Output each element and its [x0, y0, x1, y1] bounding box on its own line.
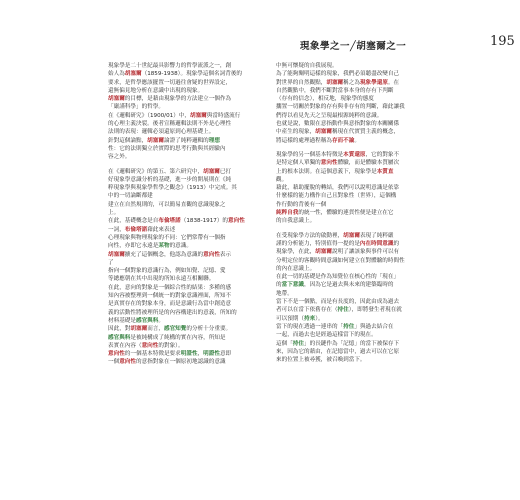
text-line: 來，因為它的藉由，在記憶當中，過去可以在它原 — [276, 348, 400, 355]
text-line: 始人為胡塞爾（1859-1938）。現象學這個名詞背後的 — [108, 71, 243, 78]
text-line: 法則的表現：邏輯必須還原到心理基礎上。 — [108, 129, 215, 136]
emphasis-term: 感官與料 — [108, 334, 131, 341]
text-line: 容之外。 — [108, 154, 131, 161]
text-line: 在《邏輯研究》（1900/01）中，胡塞爾與當時盛流行 — [108, 112, 241, 119]
text-line: 要求，是哲學應該擺置一切過往會疑的世界設定， — [108, 79, 232, 86]
text-line: 好現象學意識分析的基礎，進一步的開展則在《純 — [108, 176, 232, 183]
emphasis-term: 布倫塔諾 — [158, 218, 181, 225]
text-line: 現象學，在此，胡塞爾說明了讓該象與事件可以有 — [276, 249, 400, 256]
text-line: 也就是說，數限在意指動作與意指對象的本關關係 — [276, 121, 400, 128]
text-line: 的內在意識上。 — [276, 265, 316, 272]
text-line: 純粹自我的統一性，體驗的連貫性便是建立在它 — [276, 210, 394, 217]
emphasis-term: 感官知覺 — [163, 326, 187, 333]
emphasis-term: 意向性 — [141, 342, 159, 349]
text-line: 性：它的法則獨立於實際的思考行動與其經驗內 — [108, 145, 226, 152]
emphasis-term: 理想 — [208, 137, 220, 144]
text-line: 在此，意向的對象是一個綜合性的結果：多種的感 — [108, 284, 232, 291]
emphasis-term: 胡塞爾 — [343, 232, 360, 239]
running-title: 現象學之一╱胡塞爾之一 — [300, 41, 407, 52]
text-line: 指向一個對象的意識行為，例如知覺、記憶、愛 — [108, 268, 226, 275]
emphasis-term: 感官與料 — [135, 317, 159, 324]
text-line: 在此一切的基礎是作為知覺位在核心性的「現在」 — [276, 274, 400, 281]
text-line: 義的活動性將被理所是的內容構建出的意義，所知的 — [108, 309, 237, 316]
emphasis-term: 胡塞爾 — [108, 251, 125, 258]
text-line: 中的一切論斷都建 — [108, 193, 153, 200]
text-line: 了 — [108, 259, 114, 266]
emphasis-term: 胡塞爾 — [147, 137, 164, 144]
text-line: 分明定位的客觀時間意識如何建立在對體驗的時間性 — [276, 257, 405, 264]
text-line: 一詞，布倫塔諾藉此來表述 — [108, 226, 176, 233]
text-line: 表實在內容（意向性的對象）。 — [108, 342, 184, 349]
text-line: 等總應朝在其中出現的所知永遠互相關聯。 — [108, 276, 215, 283]
text-line: 中無可懷疑的自我展現。 — [276, 63, 338, 69]
text-line: 感官與料是被純構成了純構的實在內容，所知是 — [108, 334, 226, 341]
text-line: 對世界的自然觀點，胡塞爾稱之為現象學還原。在 — [276, 79, 400, 86]
emphasis-term: 現象學還原 — [359, 79, 388, 86]
emphasis-term: 持住 — [343, 323, 355, 330]
text-line: 觀。 — [276, 176, 288, 183]
text-line: 來的位置上被尋獲，被召喚到當下。 — [276, 357, 366, 364]
emphasis-term: 持來 — [303, 315, 316, 322]
text-line: 針對這個論點，胡塞爾論證了純粹邏輯的理想 — [108, 137, 220, 144]
text-line: 在受現象學方法的啟動裡，胡塞爾表現了純粹嚴 — [276, 232, 394, 239]
emphasis-term: 意向性 — [228, 218, 245, 225]
text-line: 當下的現在透過一連串的「持住」與過去結合在 — [276, 323, 394, 330]
emphasis-term: 胡塞爾 — [124, 71, 142, 78]
text-line: 「嚴謹科學」的哲學。 — [108, 104, 164, 111]
text-line: 謹的分析能力，特別值得一提的是內在時間意識的 — [276, 240, 400, 247]
page-number: 195 — [490, 34, 515, 49]
text-line: 藉此，藉助擺脫的轉結，我們可以說明意識是依靠 — [276, 185, 400, 192]
text-line: 的當下意識，因為它是過去與未來的建築臨時的 — [276, 282, 394, 289]
text-line: 中產生的現象，胡塞爾稱現在代實質主義的概念， — [276, 129, 400, 136]
emphasis-term: 胡塞爾 — [130, 326, 148, 333]
text-line: 因此，對胡塞爾而言，感官知覺的分析十分重要。 — [108, 326, 232, 333]
emphasis-term: 存而不論 — [331, 137, 355, 144]
text-line: 這個「持住」的長鏈作為「記憶」的當下被保存下 — [276, 340, 400, 347]
emphasis-term: 意向性 — [320, 160, 338, 167]
text-line: 上。 — [108, 210, 120, 217]
text-line: 作行動的背後有一個 — [276, 201, 327, 208]
text-line: 擱置一切關於對象的存有與非存有的判斷，藉此讓我 — [276, 104, 405, 111]
text-line: 向性，亦即它永遠是某物的意識。 — [108, 243, 192, 250]
text-line: 心理現象與物理現象的不同：它們常帶有一個指 — [108, 234, 226, 241]
emphasis-term: 胡塞爾 — [108, 96, 125, 103]
emphasis-term: 本質直 — [376, 168, 394, 175]
emphasis-term: 明證性 — [180, 351, 198, 358]
emphasis-term: 明證性 — [203, 351, 220, 358]
emphasis-term: 內在時間意識 — [359, 240, 394, 247]
right-text-column — [276, 62, 421, 364]
text-line: 意向性的一個基本特徵是要求明證性，明證性意即 — [108, 351, 232, 358]
emphasis-term: 純粹自我 — [276, 210, 299, 217]
text-line: 是真實存在的對象本身，而是意識行為當中創造意 — [108, 301, 232, 308]
text-line: 現象學是二十世紀最具影響力的哲學流派之一，創 — [108, 63, 232, 69]
text-line: 的心理主義決裂。後者宣稱邏輯法則不外是心理性 — [108, 121, 232, 128]
left-text-column — [108, 62, 253, 367]
text-line: 一個意向性的意指對象在一個原初地認識的意識 — [108, 359, 226, 366]
emphasis-term: 胡塞爾 — [315, 129, 332, 136]
text-line: 在此，基礎概念是自布倫塔諾（1838-1917）的意向性 — [108, 218, 245, 225]
text-line: 建立在自然規則的，可以簡易直觀的意識現象之 — [108, 201, 226, 208]
emphasis-term: 意向性 — [108, 351, 125, 358]
text-line: 在《邏輯研究》的第五、第六研究中，胡塞爾已打 — [108, 168, 232, 175]
text-line: 現象學的另一個基本特徵是本質還原，它的對象不 — [276, 151, 400, 158]
text-line: 為了能夠闡明這樣的現象，我們必須聽盡改變自己 — [276, 71, 400, 78]
text-line: 胡塞爾的目標，是藉由現象學的方法建立一個作為 — [108, 96, 232, 103]
text-line: 上的根本法則。在這個意義下，現象學是本質直 — [276, 168, 394, 175]
emphasis-term: 持住 — [337, 307, 349, 314]
emphasis-term: 意向性 — [203, 251, 220, 258]
emphasis-term: 意向性 — [119, 359, 136, 366]
text-line: （存有的信念），相反地，現象學的態度 — [276, 96, 374, 103]
emphasis-term: 胡塞爾 — [315, 249, 332, 256]
text-line: 地帶。 — [276, 290, 293, 297]
text-line: 當下不是一個點，而是有長度的，因此由成為過去 — [276, 299, 400, 306]
emphasis-term: 當下意識 — [281, 282, 304, 289]
text-line: 的自我意識上。 — [276, 218, 316, 225]
text-line: 可以預期（持來）。 — [276, 315, 324, 322]
emphasis-term: 胡塞爾 — [189, 112, 207, 119]
emphasis-term: 本質還原 — [343, 151, 366, 158]
text-line: 是特定個人單獨的意向性體驗，而是體驗本質屬次 — [276, 160, 400, 167]
emphasis-term: 持住 — [292, 340, 304, 347]
emphasis-term: 布倫塔諾 — [124, 226, 148, 233]
text-line: 什麼樣的能力構作自己且對象性（世界），這個構 — [276, 193, 397, 200]
text-line: 們得以看見先天之呈現最根源純粹的意識。 — [276, 112, 383, 119]
text-line: 自然觀點中，我們不斷對當事本身的存有下判斷 — [276, 87, 394, 94]
text-line: 將這樣的處理過程稱為存而不論。 — [276, 137, 360, 144]
text-line: 知內容被整理到一個統一的對象意識裡面，所知不 — [108, 293, 232, 300]
emphasis-term: 胡塞爾 — [326, 79, 344, 86]
text-line: 一起，而過去也是經過這樣當下的現在。 — [276, 332, 377, 339]
emphasis-term: 胡塞爾 — [203, 168, 220, 175]
text-line: 材料基礎是感官與料。 — [108, 317, 164, 324]
emphasis-term: 某物 — [158, 243, 170, 250]
text-line: 胡塞爾擴充了這個概念，他認為意識的意向性表示 — [108, 251, 232, 258]
text-line: 者可以在當下依舊存在（持住），即將發生者現在就 — [276, 307, 402, 314]
text-line: 粹現象學與現象學哲學之觀念》（1913）中完成。其 — [108, 185, 237, 192]
text-line: 還無偏見地分析在意識中出現的現象。 — [108, 87, 204, 94]
